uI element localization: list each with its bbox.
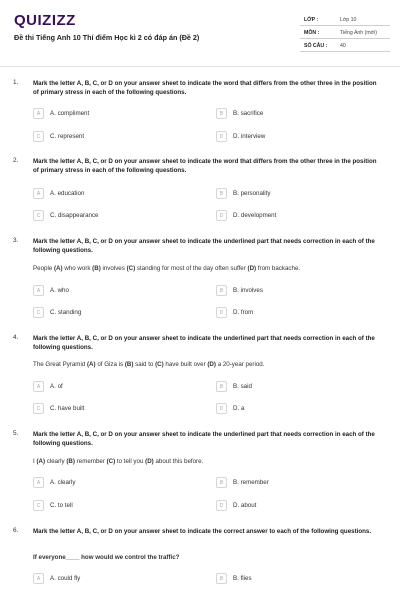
option-letter-badge: A [33,573,44,584]
option-letter-badge: B [216,108,227,119]
question-sentence [33,264,383,273]
option-letter-badge: B [216,285,227,296]
option-letter-badge: C [33,500,44,511]
option-text: B. sacrifice [233,110,264,117]
blank-marker: (B) [124,361,134,368]
question-prompt: Mark the letter A, B, C, or D on your answer sheet to indicate the correct answer to each of the following questions. [33,528,372,535]
question-number: 1. [13,79,19,86]
header-divider [0,66,400,67]
question-prompt: Mark the letter A, B, C, or D on your answer sheet to indicate the underlined part that needs correction in each of the following questions. [33,431,375,447]
blank-marker: (A) [54,265,63,272]
option-letter-badge: A [33,188,44,199]
sentence-part: People [33,265,54,272]
sentence-part: have built over [163,361,208,368]
blank-marker: (C) [106,458,116,465]
sentence-part: said to [133,361,156,368]
blank-marker: (A) [87,361,96,368]
sentence-part: I [33,458,37,465]
option-letter-badge: B [216,573,227,584]
question-prompt: Mark the letter A, B, C, or D on your answer sheet to indicate the word that differs from the other three in the position of primary stress in each of the following questions. [33,158,377,174]
question-number: 3. [13,237,19,244]
option-text: A. compliment [50,110,90,117]
blank-marker: (D) [207,361,216,368]
option-letter-badge: A [33,477,44,488]
option-text: C. disappearance [50,212,99,219]
option-text: B. flies [233,575,252,582]
question-sentence [33,360,383,369]
option-letter-badge: C [33,131,44,142]
option-text: D. from [233,309,254,316]
option-letter-badge: D [216,500,227,511]
option-letter-badge: A [33,108,44,119]
sentence-part: to tell you [115,458,146,465]
option-text: D. a [233,405,245,412]
meta-row-class [300,13,390,26]
meta-value: Lớp 10 [340,17,357,23]
meta-row-subject [300,26,390,39]
option-text: A. clearly [50,479,76,486]
option-text: C. standing [50,309,82,316]
meta-row-count [300,39,390,52]
option-letter-badge: A [33,285,44,296]
option-text: C. have built [50,405,85,412]
blank-marker: (C) [155,361,164,368]
option-text: A. could fly [50,575,81,582]
option-text: C. represent [50,133,85,140]
quizizz-logo: QUIZIZZ [14,12,76,29]
question-sentence [33,457,383,466]
sentence-part: who work [62,265,93,272]
question-number: 4. [13,334,19,341]
meta-key: MÔN : [304,30,320,36]
option-text: A. education [50,190,85,197]
blank-marker: (D) [145,458,154,465]
sentence-part: remember [74,458,107,465]
option-letter-badge: B [216,477,227,488]
blank-marker: (B) [66,458,75,465]
question-prompt: Mark the letter A, B, C, or D on your answer sheet to indicate the word that differs from the other three in the position of primary stress in each of the following questions. [33,80,377,96]
question-prompt: Mark the letter A, B, C, or D on your answer sheet to indicate the underlined part that needs correction in each of the following questions. [33,335,375,351]
option-text: B. remember [233,479,269,486]
sentence-part: standing for most of the day often suffer [135,265,248,272]
sentence-part: about this before. [153,458,204,465]
option-text: A. of [50,383,63,390]
option-text: D. about [233,502,257,509]
blank-marker: (C) [126,265,136,272]
question-number: 2. [13,157,19,164]
blank-marker: (A) [36,458,46,465]
meta-table [300,13,390,52]
blank-marker: (B) [92,265,101,272]
option-letter-badge: C [33,210,44,221]
page-title: Đề thi Tiếng Anh 10 Thí điểm Học kì 2 có đáp án (Đề 2) [14,33,200,42]
option-text: D. development [233,212,277,219]
option-text: B. involves [233,287,263,294]
question-number: 6. [13,527,19,534]
option-letter-badge: B [216,188,227,199]
worksheet-header [0,0,400,62]
option-text: B. personality [233,190,271,197]
option-text: C. to tell [50,502,73,509]
option-letter-badge: D [216,131,227,142]
meta-key: LỚP : [304,17,319,23]
sentence-part: a 20-year period. [215,361,265,368]
option-text: A. who [50,287,69,294]
sentence-part: involves [100,265,127,272]
option-letter-badge: D [216,307,227,318]
option-letter-badge: D [216,403,227,414]
option-letter-badge: C [33,307,44,318]
sentence-part: The Great Pyramid [33,361,87,368]
meta-key: SỐ CÂU : [304,43,328,49]
sentence-part: of Giza is [95,361,125,368]
sentence-part: from backache. [256,265,301,272]
option-letter-badge: D [216,210,227,221]
option-letter-badge: C [33,403,44,414]
question-prompt: Mark the letter A, B, C, or D on your answer sheet to indicate the underlined part that needs correction in each of the following questions. [33,238,375,254]
question-number: 5. [13,430,19,437]
option-text: B. said [233,383,252,390]
meta-value: 40 [340,43,346,49]
blank-marker: (D) [247,265,257,272]
option-letter-badge: B [216,381,227,392]
question-sentence: If everyone____ how would we control the traffic? [33,554,180,561]
meta-value: Tiếng Anh (mới) [340,30,377,36]
sentence-part: clearly [45,458,67,465]
option-text: D. interview [233,133,266,140]
option-letter-badge: A [33,381,44,392]
